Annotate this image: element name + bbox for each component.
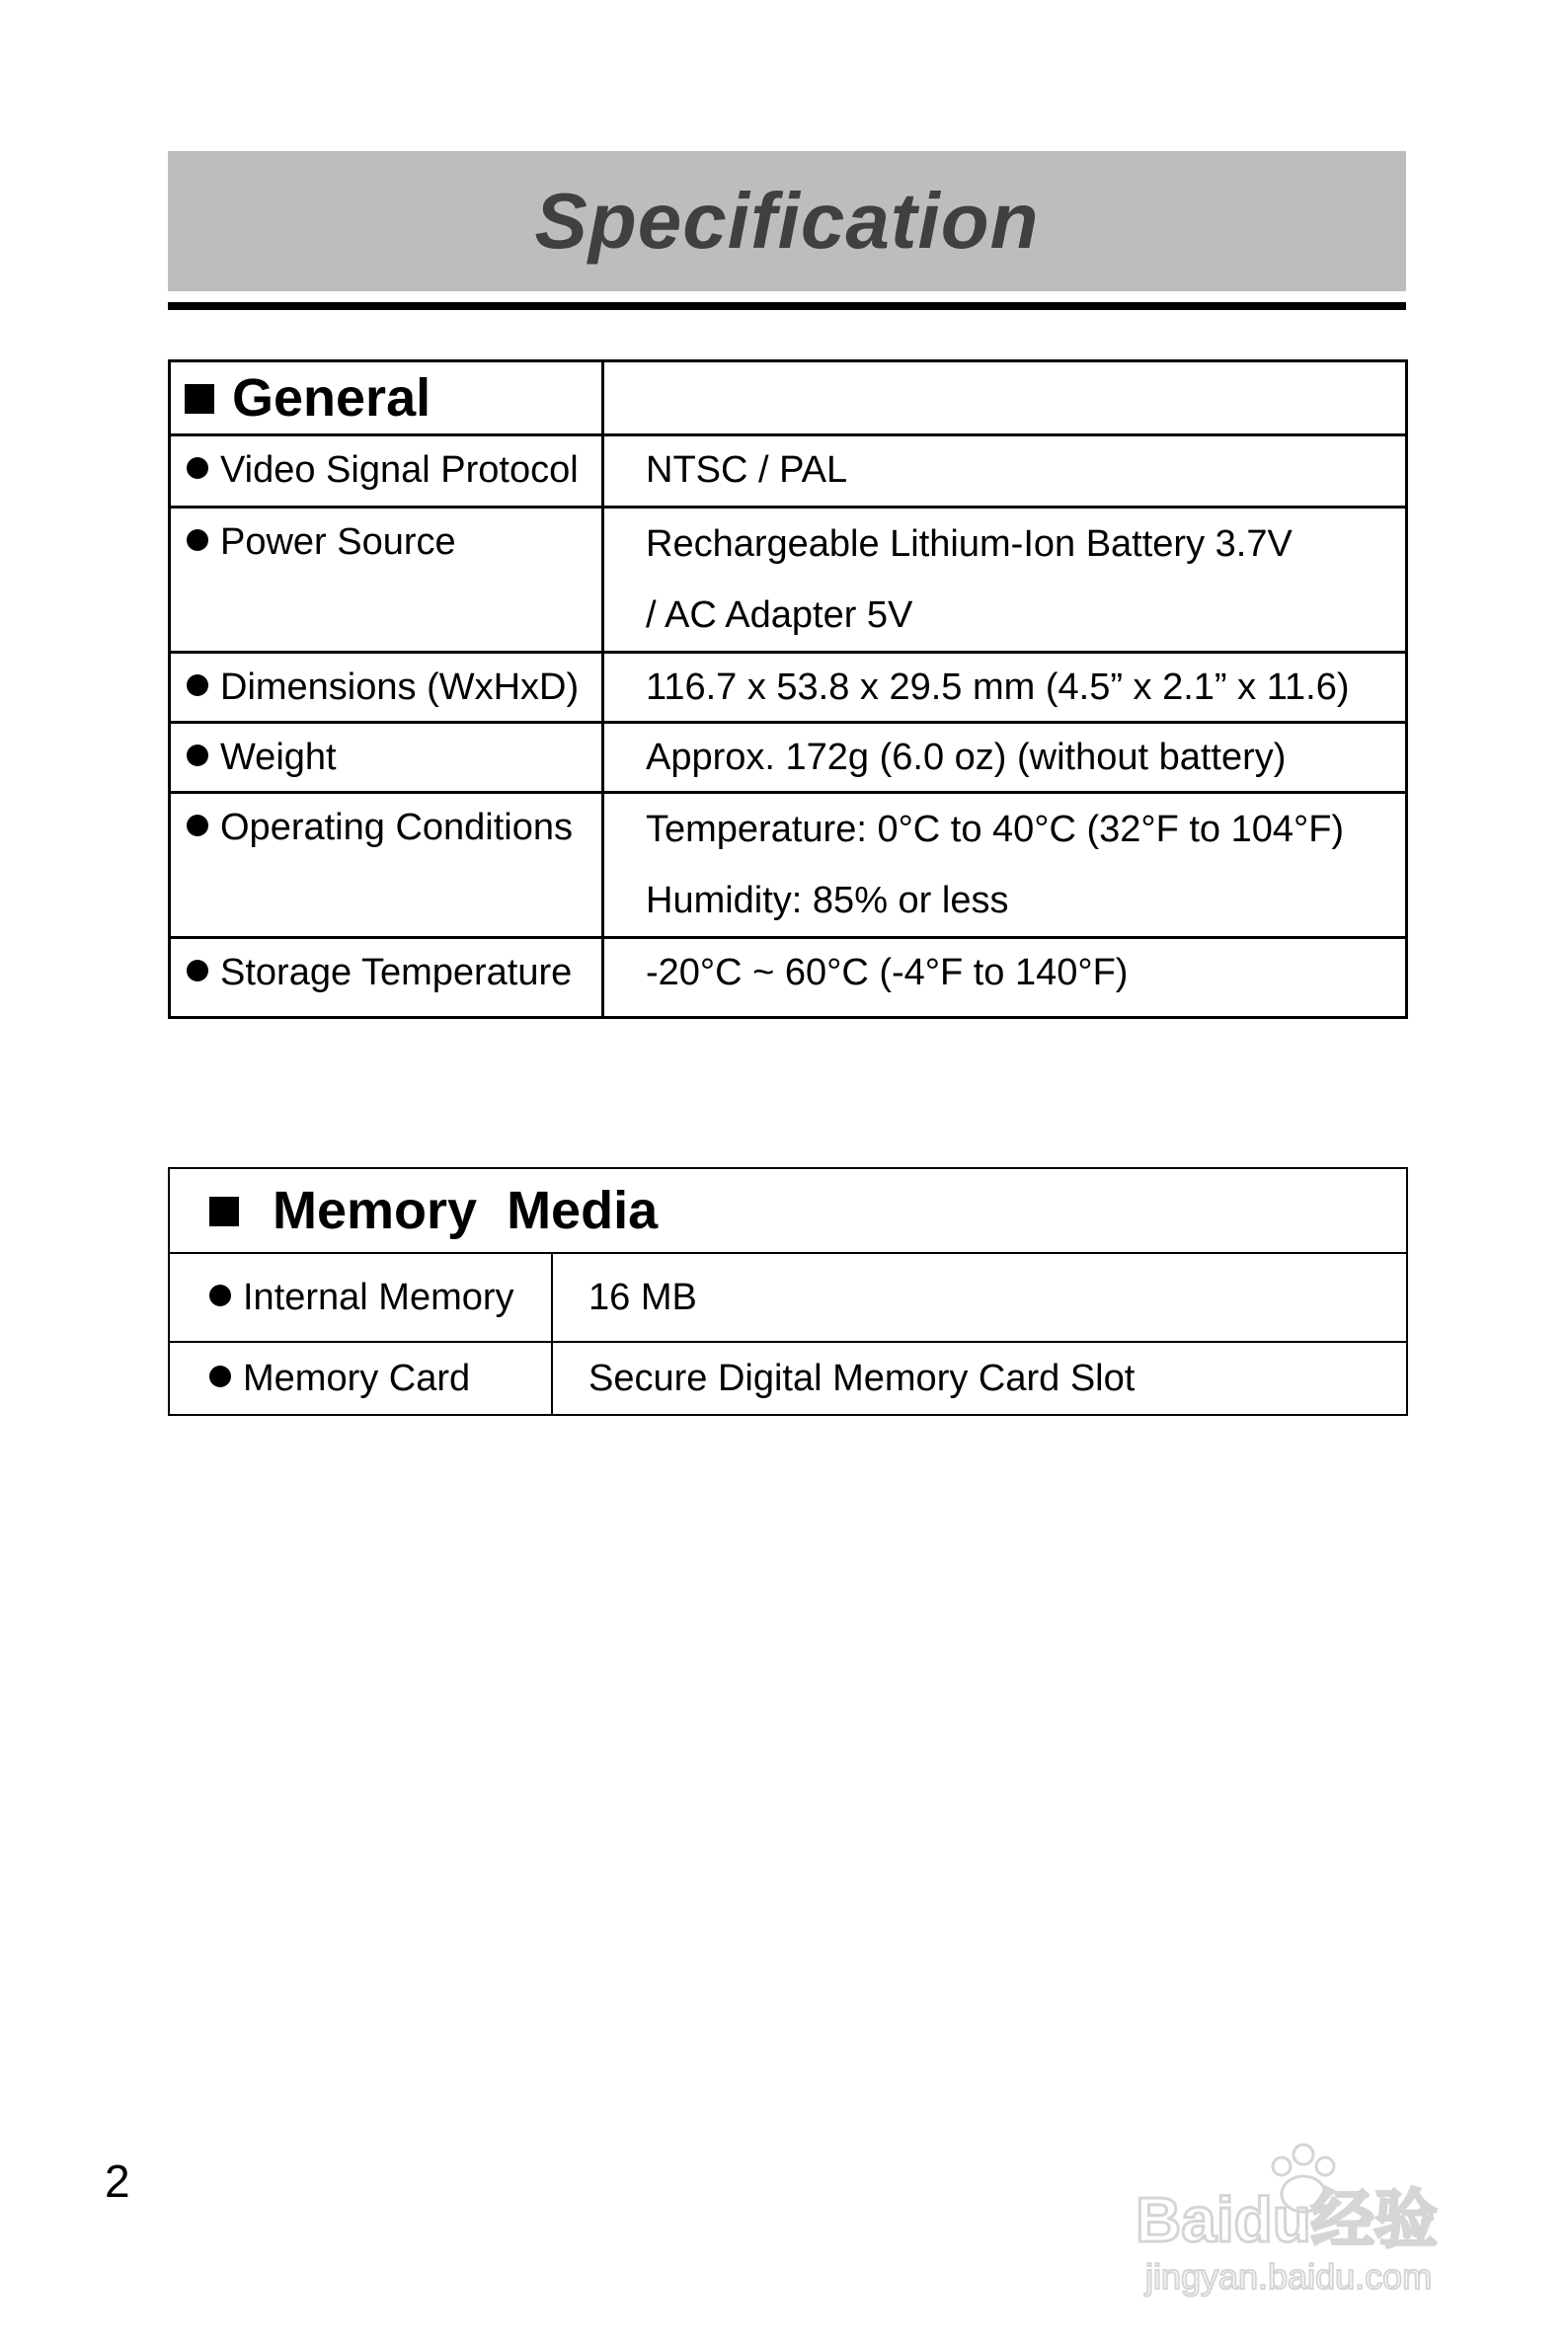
spec-label: Storage Temperature [220, 952, 573, 993]
spec-label: Power Source [220, 521, 456, 563]
round-bullet-icon [187, 960, 208, 981]
spec-value: Temperature: 0°C to 40°C (32°F to 104°F) [646, 809, 1345, 850]
spec-value-cell [603, 938, 1407, 1018]
memory-label: Internal Memory [243, 1276, 514, 1318]
spec-value: Humidity: 85% or less [646, 880, 1009, 921]
spec-value: Rechargeable Lithium-Ion Battery 3.7V [646, 523, 1293, 565]
spec-value: / AC Adapter 5V [646, 594, 913, 636]
round-bullet-icon [187, 674, 208, 696]
spec-row [170, 653, 1407, 723]
memory-row [169, 1253, 1407, 1342]
round-bullet-icon [187, 744, 208, 766]
memory-header-row [169, 1168, 1407, 1253]
round-bullet-icon [187, 457, 208, 479]
spec-label: Video Signal Protocol [220, 449, 579, 491]
title-rule [168, 302, 1406, 310]
memory-media-table [168, 1167, 1408, 1416]
spec-label-cell [170, 793, 603, 938]
memory-label: Memory Card [243, 1357, 471, 1399]
spec-value: 116.7 x 53.8 x 29.5 mm (4.5” x 2.1” x 11.6) [646, 666, 1350, 708]
spec-value-cell [603, 793, 1407, 938]
round-bullet-icon [209, 1285, 231, 1306]
spec-value-cell [603, 435, 1407, 508]
memory-heading: Memory Media [273, 1181, 659, 1240]
square-bullet-icon [185, 384, 214, 414]
round-bullet-icon [187, 529, 208, 551]
page-number: 2 [105, 2155, 130, 2207]
spec-label-cell [170, 723, 603, 793]
memory-value: 16 MB [588, 1276, 697, 1318]
general-heading-cell [170, 361, 603, 435]
spec-label-cell [170, 938, 603, 1018]
title-bar [168, 151, 1406, 291]
general-heading: General [232, 368, 431, 428]
spec-label-cell [170, 435, 603, 508]
memory-row [169, 1342, 1407, 1415]
spec-value-cell [603, 723, 1407, 793]
spec-label: Dimensions (WxHxD) [220, 666, 580, 708]
spec-row [170, 938, 1407, 1018]
spec-label-cell [170, 508, 603, 653]
spec-value: -20°C ~ 60°C (-4°F to 140°F) [646, 952, 1129, 993]
baidu-watermark-logo [1116, 2133, 1491, 2301]
spec-value: Approx. 172g (6.0 oz) (without battery) [646, 737, 1287, 778]
round-bullet-icon [209, 1366, 231, 1387]
spec-row [170, 793, 1407, 938]
spec-row [170, 723, 1407, 793]
general-spec-table [168, 359, 1408, 1019]
memory-heading-cell [169, 1168, 1407, 1253]
spec-label: Operating Conditions [220, 807, 573, 848]
spec-label-cell [170, 653, 603, 723]
memory-label-cell [169, 1253, 552, 1342]
spec-value-cell [603, 508, 1407, 653]
memory-value-cell [552, 1342, 1407, 1415]
spec-value-cell [603, 653, 1407, 723]
general-heading-empty-cell [603, 361, 1407, 435]
spec-value: NTSC / PAL [646, 449, 848, 491]
page-title: Specification [534, 177, 1040, 265]
watermark-brand: Baidu经验 [1136, 2184, 1438, 2255]
spec-row [170, 435, 1407, 508]
round-bullet-icon [187, 815, 208, 836]
memory-value-cell [552, 1253, 1407, 1342]
spec-row [170, 508, 1407, 653]
general-header-row [170, 361, 1407, 435]
memory-label-cell [169, 1342, 552, 1415]
square-bullet-icon [209, 1197, 239, 1226]
spec-label: Weight [220, 737, 337, 778]
watermark-url: jingyan.baidu.com [1145, 2256, 1433, 2297]
memory-value: Secure Digital Memory Card Slot [588, 1357, 1136, 1399]
